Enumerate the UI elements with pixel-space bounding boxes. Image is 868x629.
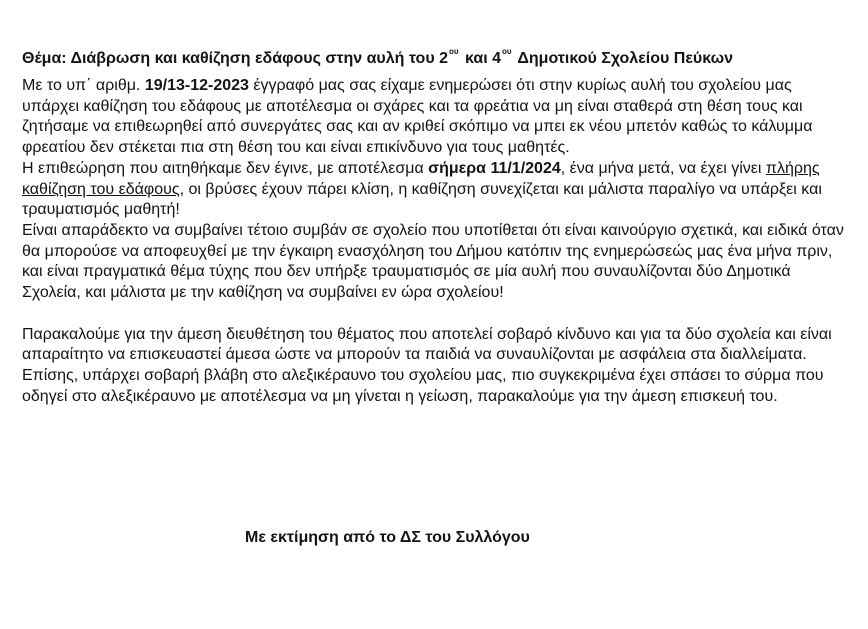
closing-signature: Με εκτίμηση από το ΔΣ του Συλλόγου [245,529,530,546]
paragraph-1-text-b: , ένα μήνα μετά, να έχει γίνει [560,159,766,177]
document-reference-number: 19/13-12-2023 [144,77,249,94]
body-paragraph-1 [22,76,852,304]
document-body [22,48,852,408]
paragraph-spacer [22,304,852,325]
paragraph-1-text-c: , οι βρύσες έχουν πάρει κλίση, η καθίζηση συνεχίζεται και μάλιστα παραλίγο να υπάρξει και τραυματισμός μαθητή! Είναι απαράδεκτο να συμβαίνει τέτοιο συμβάν σε σχολείο που υποτίθεται ότι είναι καινούργιο σχετικά, και ειδικά όταν θα μπορούσε να αποφευχθεί με την έγκαιρη ενασχόληση του Δήμου κατόπιν της ενημερώσεώς μας ένα μήνα πριν, και είναι πραγματικά θέμα τύχης που δεν υπήρξε τραυματισμός σε μία αυλή που συναυλίζονται δύο Δημοτικά Σχολεία, και μάλιστα με την καθίζηση να συμβαίνει εν ώρα σχολείου! [22,180,844,302]
subject-text-end: Δημοτικού Σχολείου Πεύκων [513,50,734,67]
ordinal-suffix-4: ου [502,47,512,56]
today-date: σήμερα 11/1/2024 [428,159,561,177]
subject-text-middle: και 4 [460,50,501,67]
underlined-phrase: πλήρης καθίζηση του εδάφους [22,159,820,198]
subject-heading [22,48,852,69]
ordinal-suffix-2: ου [448,47,459,56]
paragraph-1-text-a: έγγραφό μας σας είχαμε ενημερώσει ότι στην κυρίως αυλή του σχολείου μας υπάρχει καθίζηση του εδάφους με αποτέλεσμα οι σχάρες και τα φρεάτια να μη είναι σταθερά στη θέση τους και ζητήσαμε να επιθεωρηθεί από συνεργάτες σας και αν κριθεί σκόπιμο να μπει εκ νέου μπετόν καθώς το κάλυμμα φρεατίου δεν στέκεται πια στη θέση του και είναι επικίνδυνο για τους μαθητές. Η επιθεώρηση που αιτηθήκαμε δεν έγινε, με αποτέλεσμα [22,77,813,177]
body-paragraph-2: Παρακαλούμε για την άμεση διευθέτηση του θέματος που αποτελεί σοβαρό κίνδυνο και για τα δύο σχολεία και είναι απαραίτητο να επισκευαστεί άμεσα ώστε να μπορούν τα παιδιά να συναυλίζονται με ασφάλεια στα διαλλείματα. Επίσης, υπάρχει σοβαρή βλάβη στο αλεξικέραυνο του σχολείου μας, πιο συγκεκριμένα έχει σπάσει το σύρμα που οδηγεί στο αλεξικέραυνο με αποτέλεσμα να μη γίνεται η γείωση, παρακαλούμε για την άμεση επισκευή του. [22,325,832,405]
paragraph-1-intro: Με το υπ΄ αριθμ. [22,77,145,94]
subject-text-start: Θέμα: Διάβρωση και καθίζηση εδάφους στην αυλή του 2 [22,50,448,67]
